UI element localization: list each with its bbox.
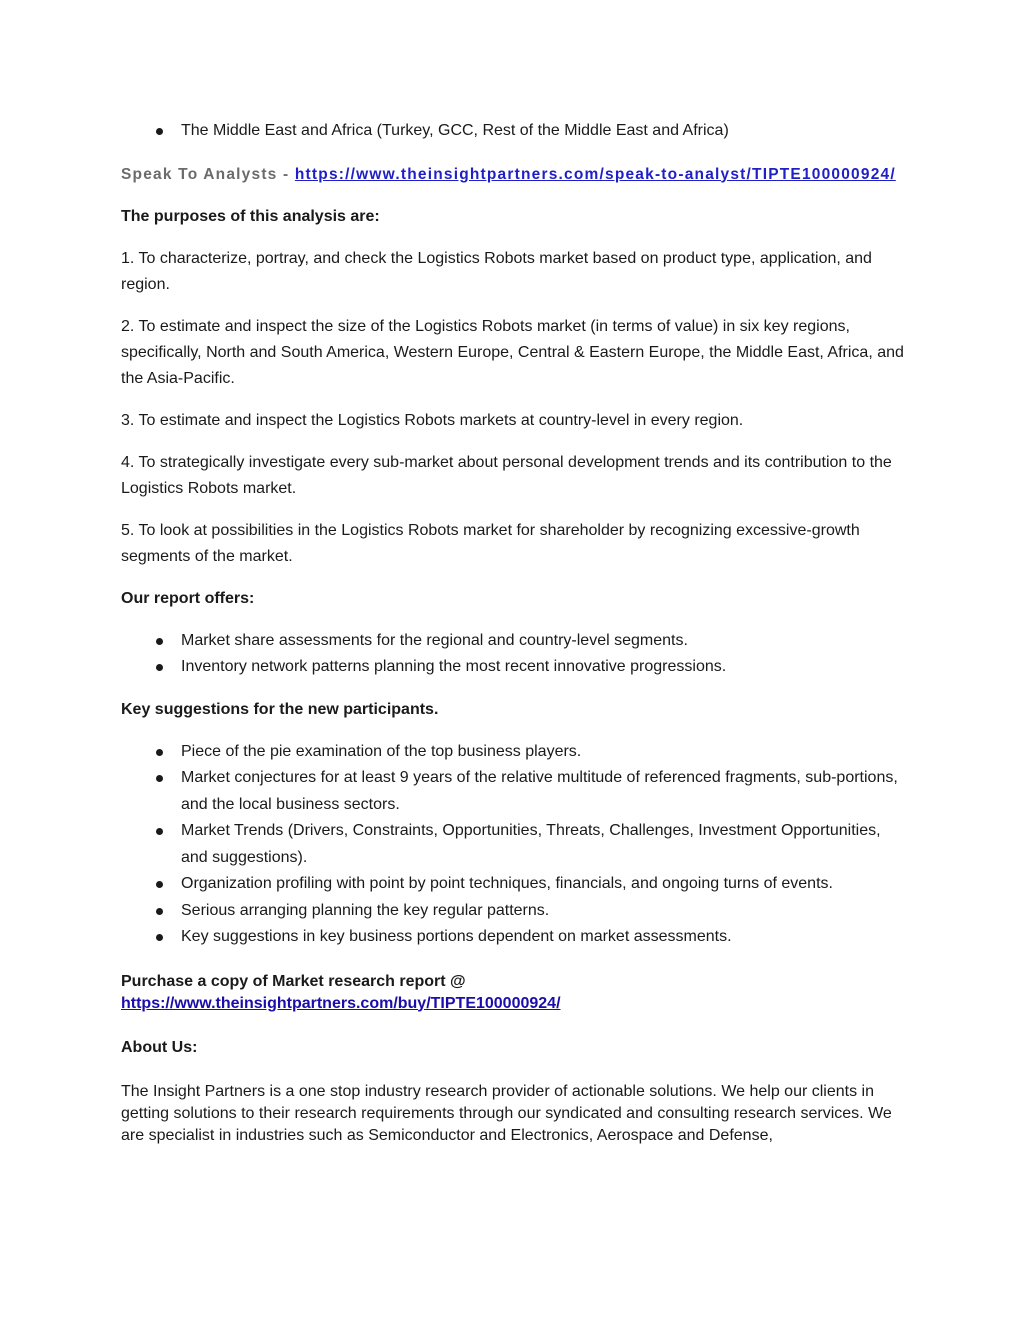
region-bullet-list	[121, 118, 911, 145]
bullet-icon	[156, 828, 163, 835]
suggestions-list	[121, 739, 911, 951]
purchase-label: Purchase a copy of Market research report @	[121, 972, 466, 990]
list-item-text: Market share assessments for the regional and country-level segments.	[181, 631, 688, 649]
offers-list	[121, 628, 911, 681]
purpose-item: 2. To estimate and inspect the size of the Logistics Robots market (in terms of value) in six key regions, specifically, North and South America, Western Europe, Central & Eastern Europe, the Middle East, Africa, and the Asia-Pacific.	[121, 317, 904, 387]
document-content	[121, 118, 911, 1147]
list-item	[121, 871, 911, 898]
list-item-text: Key suggestions in key business portions dependent on market assessments.	[181, 928, 732, 945]
list-item-text: Organization profiling with point by point techniques, financials, and ongoing turns of events.	[181, 875, 833, 892]
list-item	[121, 739, 911, 766]
purpose-item: 4. To strategically investigate every sub-market about personal development trends and its contribution to the Logistics Robots market.	[121, 453, 892, 497]
list-item	[121, 118, 911, 145]
bullet-icon	[156, 775, 163, 782]
list-item	[121, 898, 911, 925]
about-text: The Insight Partners is a one stop industry research provider of actionable solutions. We help our clients in getting solutions to their research requirements through our syndicated and consulting research services. We are specialist in industries such as Semiconductor and Electronics, Aerospace and Defense,	[121, 1082, 892, 1144]
purpose-item: 1. To characterize, portray, and check the Logistics Robots market based on product type, application, and region.	[121, 249, 872, 293]
suggestions-heading: Key suggestions for the new participants.	[121, 700, 439, 718]
bullet-icon	[156, 749, 163, 756]
speak-to-analysts	[121, 162, 911, 188]
speak-to-analyst-link[interactable]: https://www.theinsightpartners.com/speak-to-analyst/TIPTE100000924/	[294, 165, 896, 183]
bullet-icon	[156, 638, 163, 645]
list-item-text: Serious arranging planning the key regular patterns.	[181, 901, 550, 919]
purchase-block	[121, 971, 911, 1015]
about-heading: About Us:	[121, 1038, 198, 1056]
list-item-text: Market Trends (Drivers, Constraints, Opportunities, Threats, Challenges, Investment Opportunities, and suggestions).	[181, 822, 881, 866]
list-item-text: Piece of the pie examination of the top business players.	[181, 742, 582, 760]
purchase-link[interactable]: https://www.theinsightpartners.com/buy/TIPTE100000924/	[121, 994, 561, 1012]
list-item	[121, 924, 911, 951]
bullet-icon	[156, 908, 163, 915]
list-item	[121, 818, 911, 871]
bullet-icon	[156, 934, 163, 941]
list-item	[121, 628, 911, 655]
list-item-text: The Middle East and Africa (Turkey, GCC, Rest of the Middle East and Africa)	[181, 122, 729, 139]
bullet-icon	[156, 881, 163, 888]
list-item	[121, 654, 911, 681]
speak-label: Speak To Analysts -	[121, 165, 290, 183]
bullet-icon	[156, 128, 163, 135]
purpose-item: 5. To look at possibilities in the Logistics Robots market for shareholder by recognizing excessive-growth segments of the market.	[121, 521, 860, 565]
list-item-text: Market conjectures for at least 9 years of the relative multitude of referenced fragments, sub-portions, and the local business sectors.	[181, 769, 898, 813]
offers-heading: Our report offers:	[121, 589, 255, 607]
list-item-text: Inventory network patterns planning the most recent innovative progressions.	[181, 658, 727, 675]
list-item	[121, 765, 911, 818]
bullet-icon	[156, 664, 163, 671]
purpose-item: 3. To estimate and inspect the Logistics Robots markets at country-level in every region.	[121, 411, 744, 429]
purposes-heading: The purposes of this analysis are:	[121, 207, 380, 225]
